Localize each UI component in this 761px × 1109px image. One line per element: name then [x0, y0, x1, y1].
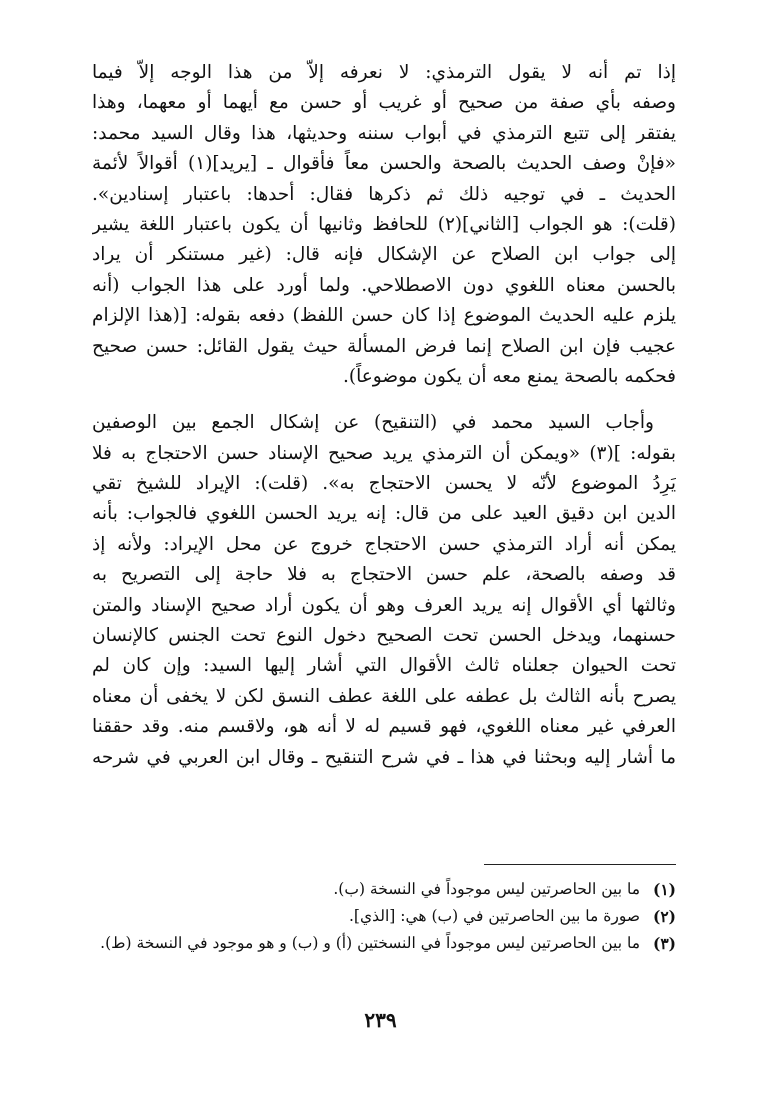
footnote-divider	[484, 864, 676, 865]
text-line: تحت الحيوان جعلناه ثالث الأقوال التي أشار إليها السيد: وإن كان لم	[92, 655, 676, 677]
text-line: العرفي غير معناه اللغوي، فهو قسيم له لا أنه هو، ولاقسم منه. وقد حققنا	[92, 716, 676, 738]
text-line: وصفه بأي صفة من صحيح أو غريب أو حسن مع أيهما أو معهما، وهذا	[92, 92, 676, 114]
text-line: فحكمه بالصحة يمنع معه أن يكون موضوعاً).	[343, 365, 676, 387]
text-line: يلزم عليه الحديث الموضوع إذا كان حسن اللفظ) دفعه بقوله: [(هذا الإلزام	[92, 305, 676, 327]
text-line: الحديث ـ في توجيه ذلك ثم ذكرها فقال: أحدها: باعتبار إسنادين».	[92, 183, 676, 205]
footnote-number: (٢)	[652, 907, 676, 926]
text-line: إذا تم أنه لا يقول الترمذي: لا نعرفه إلاّ من هذا الوجه إلاّ فيما	[92, 62, 676, 83]
footnote-number: (٣)	[652, 934, 676, 953]
text-line: الدين ابن دقيق العيد على من قال: إنه يريد الحسن اللغوي فالجواب: بأنه	[92, 503, 676, 525]
footnote-item	[92, 903, 676, 930]
text-line: إلى جواب ابن الصلاح عن الإشكال فإنه قال: (غير مستنكر أن يراد	[92, 244, 676, 266]
text-line: يَرِدُ الموضوع لأنّه لا يحسن الاحتجاج به». (قلت): الإيراد للشيخ تقي	[92, 473, 676, 495]
footnote-item	[92, 930, 676, 957]
footnotes	[92, 876, 676, 957]
text-line: قد وصفه بالصحة، علم حسن الاحتجاج به فلا حاجة إلى التصريح به	[92, 564, 676, 586]
text-line: بالحسن معناه اللغوي دون الاصطلاحي. ولما أورد على هذا الجواب (أنه	[92, 274, 676, 296]
text-line: يصرح بأنه الثالث بل عطفه على اللغة عطف النسق لكن لا يخفى أن معناه	[92, 685, 676, 707]
text-line: حسنهما، ويدخل الحسن تحت الصحيح دخول النوع تحت الجنس كالإنسان	[92, 625, 676, 647]
footnote-text: ما بين الحاصرتين ليس موجوداً في النسختين (أ) و (ب) و هو موجود في النسخة (ط).	[100, 934, 640, 952]
footnote-text: ما بين الحاصرتين ليس موجوداً في النسخة (ب).	[333, 880, 640, 898]
text-line: وثالثها أي الأقوال إنه يريد العرف وهو أن يكون أراد صحيح الإسناد والمتن	[92, 594, 676, 616]
footnote-number: (١)	[652, 880, 676, 899]
paragraph-gap	[92, 392, 676, 408]
text-line: ما أشار إليه وبحثنا في هذا ـ في شرح التنقيح ـ وقال ابن العربي في شرحه	[92, 746, 676, 768]
text-line: يمكن أنه أراد الترمذي حسن الاحتجاج خروج عن محل الإيراد: ولأنه إذ	[92, 533, 676, 555]
text-line: (قلت): هو الجواب [الثاني](٢) للحافظ وثانيها أن يكون باعتبار اللغة يشير	[92, 213, 676, 235]
text-line: عجيب فإن ابن الصلاح إنما فرض المسألة حيث يقول القائل: حسن صحيح	[92, 335, 676, 357]
footnote-item	[92, 876, 676, 903]
main-text	[92, 58, 676, 773]
footnote-text: صورة ما بين الحاصرتين في (ب) هي: [الذي].	[349, 907, 640, 925]
text-line: يفتقر إلى تتبع الترمذي في أبواب سننه وحديثها، هذا وقال السيد محمد:	[92, 122, 676, 144]
text-line: بقوله: ](٣) «ويمكن أن الترمذي يريد صحيح الإسناد حسن الاحتجاج به فلا	[92, 442, 676, 464]
text-line: «فإنْ وصف الحديث بالصحة والحسن معاً فأقوال ـ [يريد](١) أقوالاً لأئمة	[92, 153, 676, 175]
page-number: ٢٣٩	[364, 1008, 397, 1032]
text-line: وأجاب السيد محمد في (التنقيح) عن إشكال الجمع بين الوصفين	[92, 412, 654, 434]
